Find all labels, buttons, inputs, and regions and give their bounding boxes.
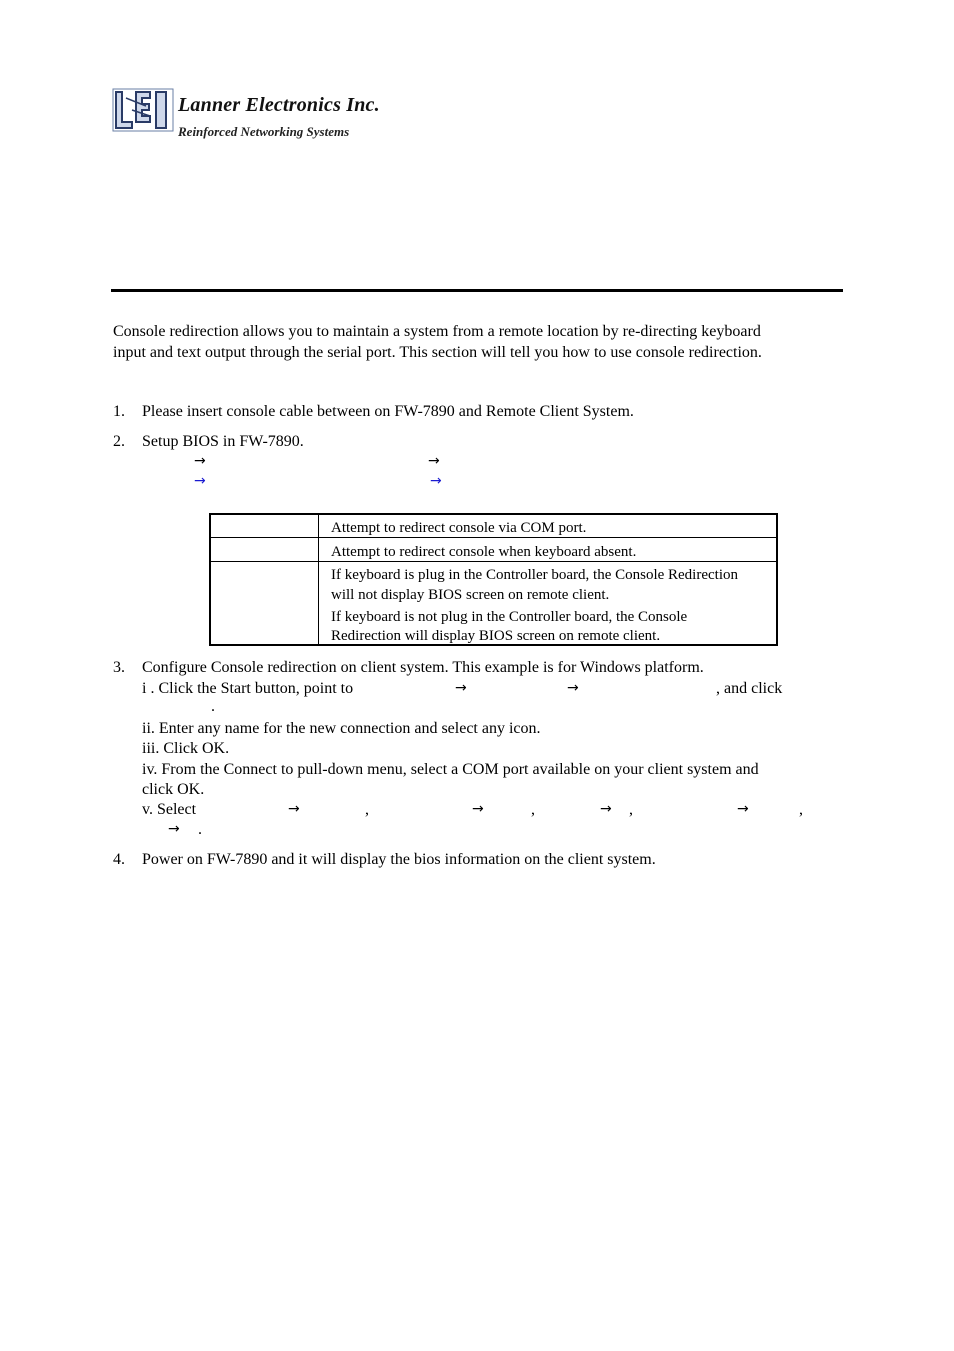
arrow-right-icon: → xyxy=(737,801,749,817)
substep-i-text: i . Click the Start button, point to xyxy=(142,680,354,697)
table-cell: Redirection will display BIOS screen on remote client. xyxy=(331,628,661,644)
arrow-right-icon: → xyxy=(472,801,484,817)
company-tagline: Reinforced Networking Systems xyxy=(178,124,350,139)
arrow-right-icon: → xyxy=(288,801,300,817)
arrow-right-icon: → xyxy=(194,453,206,469)
step-1-number: 1. xyxy=(113,403,125,420)
company-name: Lanner Electronics Inc. xyxy=(178,94,380,116)
substep-ii-text: ii. Enter any name for the new connection and select any icon. xyxy=(142,720,541,737)
intro-line-2: input and text output through the serial port. This section will tell you how to use console redirection. xyxy=(113,344,762,361)
bios-settings-table xyxy=(209,513,778,646)
horizontal-rule xyxy=(111,289,843,292)
table-cell: Attempt to redirect console via COM port. xyxy=(331,520,587,536)
substep-iv-text-cont: click OK. xyxy=(142,781,205,798)
substep-v-text: v. Select xyxy=(142,801,197,818)
arrow-right-icon: → xyxy=(430,473,442,489)
lei-logo-icon xyxy=(112,88,174,132)
comma: , xyxy=(629,801,633,818)
substep-i-text-end: , and click xyxy=(716,680,783,697)
arrow-right-icon: → xyxy=(455,680,467,696)
arrow-right-icon: → xyxy=(567,680,579,696)
step-3-number: 3. xyxy=(113,659,125,676)
substep-i-period: . xyxy=(211,698,215,715)
comma: , xyxy=(799,801,803,818)
substep-iii-text: iii. Click OK. xyxy=(142,740,230,757)
period: . xyxy=(198,821,202,838)
step-2-text: Setup BIOS in FW-7890. xyxy=(142,433,304,450)
comma: , xyxy=(365,801,369,818)
arrow-right-icon: → xyxy=(168,821,180,837)
step-2-number: 2. xyxy=(113,433,125,450)
company-logo xyxy=(112,86,407,142)
table-cell: If keyboard is not plug in the Controller board, the Console xyxy=(331,609,688,625)
step-1-text: Please insert console cable between on FW-7890 and Remote Client System. xyxy=(142,403,634,420)
substep-iv-text: iv. From the Connect to pull-down menu, select a COM port available on your client system and xyxy=(142,761,759,778)
step-3-text: Configure Console redirection on client system. This example is for Windows platform. xyxy=(142,659,704,676)
arrow-right-icon: → xyxy=(428,453,440,469)
table-cell: If keyboard is plug in the Controller board, the Console Redirection xyxy=(331,567,738,583)
table-cell: will not display BIOS screen on remote client. xyxy=(331,587,610,603)
table-column-divider xyxy=(318,515,319,644)
comma: , xyxy=(531,801,535,818)
table-cell: Attempt to redirect console when keyboard absent. xyxy=(331,544,637,560)
arrow-right-icon: → xyxy=(194,473,206,489)
arrow-right-icon: → xyxy=(600,801,612,817)
step-4-number: 4. xyxy=(113,851,125,868)
step-4-text: Power on FW-7890 and it will display the bios information on the client system. xyxy=(142,851,656,868)
intro-line-1: Console redirection allows you to maintain a system from a remote location by re-directing keyboard xyxy=(113,323,761,340)
